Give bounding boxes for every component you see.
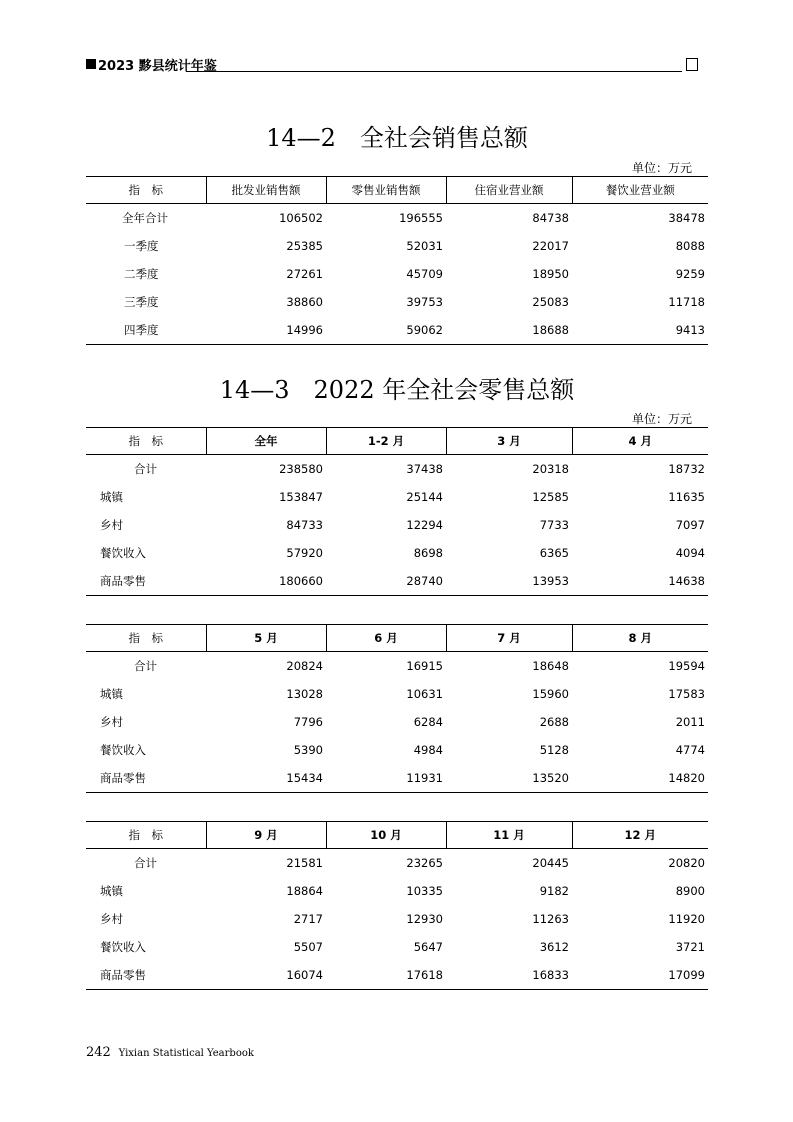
row-label: 一季度 xyxy=(124,239,159,253)
row-label: 三季度 xyxy=(124,295,159,309)
cell-value: 8900 xyxy=(675,884,705,898)
cell-value: 18864 xyxy=(286,884,323,898)
cell-value: 17099 xyxy=(572,961,708,990)
row-label: 合计 xyxy=(134,462,157,476)
table-row xyxy=(86,961,708,990)
header-cell: 1-2 月 xyxy=(326,428,446,455)
cell-value: 3612 xyxy=(539,940,569,954)
table-row xyxy=(86,764,708,793)
cell-value: 2717 xyxy=(293,912,323,926)
cell-value: 106502 xyxy=(279,211,323,225)
cell-value: 18688 xyxy=(446,316,572,345)
header-cell: 指 标 xyxy=(86,822,206,849)
table-row xyxy=(86,652,708,681)
cell-value: 15960 xyxy=(532,687,569,701)
table-header-row xyxy=(86,822,708,849)
cell-value: 8088 xyxy=(675,239,705,253)
cell-value: 3721 xyxy=(675,940,705,954)
row-label: 合计 xyxy=(134,856,157,870)
cell-value: 14638 xyxy=(572,567,708,596)
cell-value: 5128 xyxy=(539,743,569,757)
table-header-row xyxy=(86,625,708,652)
row-label: 四季度 xyxy=(86,316,206,345)
cell-value: 2011 xyxy=(675,715,705,729)
row-label: 乡村 xyxy=(100,912,123,926)
cell-value: 4774 xyxy=(675,743,705,757)
cell-value: 12930 xyxy=(406,912,443,926)
cell-value: 11718 xyxy=(668,295,705,309)
header-cell: 全年 xyxy=(206,428,326,455)
cell-value: 5507 xyxy=(293,940,323,954)
cell-value: 27261 xyxy=(286,267,323,281)
cell-value: 19594 xyxy=(668,659,705,673)
table-14-2-unit: 单位：万元 xyxy=(631,161,692,175)
cell-value: 57920 xyxy=(286,546,323,560)
header-cell: 8 月 xyxy=(572,625,708,652)
header-cell: 7 月 xyxy=(446,625,572,652)
table-row xyxy=(86,877,708,905)
cell-value: 153847 xyxy=(279,490,323,504)
cell-value: 20445 xyxy=(532,856,569,870)
table-row xyxy=(86,288,708,316)
table-14-3-title: 14—3 2022 年全社会零售总额 xyxy=(219,376,575,404)
cell-value: 16074 xyxy=(206,961,326,990)
header-cell: 住宿业营业额 xyxy=(446,177,572,204)
table-14-3-unit: 单位：万元 xyxy=(631,412,692,426)
table-row xyxy=(86,567,708,596)
footer-english-title: Yixian Statistical Yearbook xyxy=(118,1048,254,1059)
cell-value: 25144 xyxy=(406,490,443,504)
cell-value: 16833 xyxy=(446,961,572,990)
cell-value: 39753 xyxy=(406,295,443,309)
cell-value: 23265 xyxy=(406,856,443,870)
row-label: 商品零售 xyxy=(86,567,206,596)
cell-value: 7097 xyxy=(675,518,705,532)
cell-value: 38478 xyxy=(668,211,705,225)
row-label: 城镇 xyxy=(100,687,123,701)
cell-value: 4094 xyxy=(675,546,705,560)
header-cell: 3 月 xyxy=(446,428,572,455)
header-cell: 批发业销售额 xyxy=(206,177,326,204)
table-row xyxy=(86,736,708,764)
cell-value: 17583 xyxy=(668,687,705,701)
header-cell: 指 标 xyxy=(86,428,206,455)
page-footer xyxy=(86,1045,254,1060)
row-label: 合计 xyxy=(134,659,157,673)
cell-value: 7733 xyxy=(539,518,569,532)
cell-value: 20820 xyxy=(668,856,705,870)
cell-value: 18950 xyxy=(532,267,569,281)
cell-value: 14996 xyxy=(206,316,326,345)
cell-value: 196555 xyxy=(399,211,443,225)
cell-value: 9182 xyxy=(539,884,569,898)
header-cell: 6 月 xyxy=(326,625,446,652)
cell-value: 37438 xyxy=(406,462,443,476)
cell-value: 16915 xyxy=(406,659,443,673)
cell-value: 84738 xyxy=(532,211,569,225)
cell-value: 21581 xyxy=(286,856,323,870)
table-header-row xyxy=(86,177,708,204)
table-14-2 xyxy=(86,176,708,345)
header-cell: 4 月 xyxy=(572,428,708,455)
cell-value: 25385 xyxy=(286,239,323,253)
cell-value: 12294 xyxy=(406,518,443,532)
header-cell: 9 月 xyxy=(206,822,326,849)
header-cell: 零售业销售额 xyxy=(326,177,446,204)
square-bullet-icon xyxy=(86,59,96,69)
header-cell: 指 标 xyxy=(86,625,206,652)
header-cell: 10 月 xyxy=(326,822,446,849)
cell-value: 25083 xyxy=(532,295,569,309)
table-14-3-block-3 xyxy=(86,821,708,990)
cell-value: 17618 xyxy=(326,961,446,990)
row-label: 餐饮收入 xyxy=(100,940,146,954)
cell-value: 180660 xyxy=(206,567,326,596)
row-label: 二季度 xyxy=(124,267,159,281)
row-label: 商品零售 xyxy=(86,764,206,793)
page-number: 242 xyxy=(86,1045,111,1060)
cell-value: 38860 xyxy=(286,295,323,309)
running-head xyxy=(86,56,698,74)
table-row xyxy=(86,232,708,260)
empty-box-icon xyxy=(686,58,698,71)
row-label: 餐饮收入 xyxy=(100,743,146,757)
cell-value: 9413 xyxy=(572,316,708,345)
cell-value: 2688 xyxy=(539,715,569,729)
cell-value: 28740 xyxy=(326,567,446,596)
table-row xyxy=(86,539,708,567)
cell-value: 13028 xyxy=(286,687,323,701)
cell-value: 20824 xyxy=(286,659,323,673)
cell-value: 52031 xyxy=(406,239,443,253)
cell-value: 45709 xyxy=(406,267,443,281)
cell-value: 14820 xyxy=(572,764,708,793)
table-row xyxy=(86,933,708,961)
cell-value: 59062 xyxy=(326,316,446,345)
header-cell: 指 标 xyxy=(86,177,206,204)
table-14-3-block-2 xyxy=(86,624,708,793)
cell-value: 8698 xyxy=(413,546,443,560)
table-row xyxy=(86,849,708,878)
table-14-3-block-1 xyxy=(86,427,708,596)
row-label: 商品零售 xyxy=(86,961,206,990)
row-label: 餐饮收入 xyxy=(100,546,146,560)
table-row xyxy=(86,204,708,233)
table-row xyxy=(86,260,708,288)
cell-value: 18732 xyxy=(668,462,705,476)
cell-value: 6284 xyxy=(413,715,443,729)
cell-value: 5390 xyxy=(293,743,323,757)
cell-value: 18648 xyxy=(532,659,569,673)
cell-value: 5647 xyxy=(413,940,443,954)
cell-value: 20318 xyxy=(532,462,569,476)
table-14-2-title: 14—2 全社会销售总额 xyxy=(266,124,528,152)
table-row xyxy=(86,680,708,708)
cell-value: 13953 xyxy=(446,567,572,596)
cell-value: 84733 xyxy=(286,518,323,532)
cell-value: 11931 xyxy=(326,764,446,793)
row-label: 城镇 xyxy=(100,884,123,898)
cell-value: 6365 xyxy=(539,546,569,560)
cell-value: 11920 xyxy=(668,912,705,926)
cell-value: 15434 xyxy=(206,764,326,793)
cell-value: 11263 xyxy=(532,912,569,926)
row-label: 全年合计 xyxy=(122,211,168,225)
table-row xyxy=(86,511,708,539)
header-cell: 5 月 xyxy=(206,625,326,652)
cell-value: 11635 xyxy=(668,490,705,504)
table-row xyxy=(86,905,708,933)
running-head-title: 2023 黟县统计年鉴 xyxy=(98,59,217,74)
cell-value: 4984 xyxy=(413,743,443,757)
cell-value: 9259 xyxy=(675,267,705,281)
table-row xyxy=(86,483,708,511)
header-rule xyxy=(186,71,682,72)
header-cell: 12 月 xyxy=(572,822,708,849)
header-cell: 11 月 xyxy=(446,822,572,849)
cell-value: 10335 xyxy=(406,884,443,898)
table-row xyxy=(86,708,708,736)
cell-value: 238580 xyxy=(279,462,323,476)
cell-value: 10631 xyxy=(406,687,443,701)
cell-value: 12585 xyxy=(532,490,569,504)
cell-value: 22017 xyxy=(532,239,569,253)
row-label: 乡村 xyxy=(100,715,123,729)
table-row xyxy=(86,455,708,484)
header-cell: 餐饮业营业额 xyxy=(572,177,708,204)
cell-value: 7796 xyxy=(293,715,323,729)
row-label: 城镇 xyxy=(100,490,123,504)
row-label: 乡村 xyxy=(100,518,123,532)
table-header-row xyxy=(86,428,708,455)
cell-value: 13520 xyxy=(446,764,572,793)
table-row xyxy=(86,316,708,345)
